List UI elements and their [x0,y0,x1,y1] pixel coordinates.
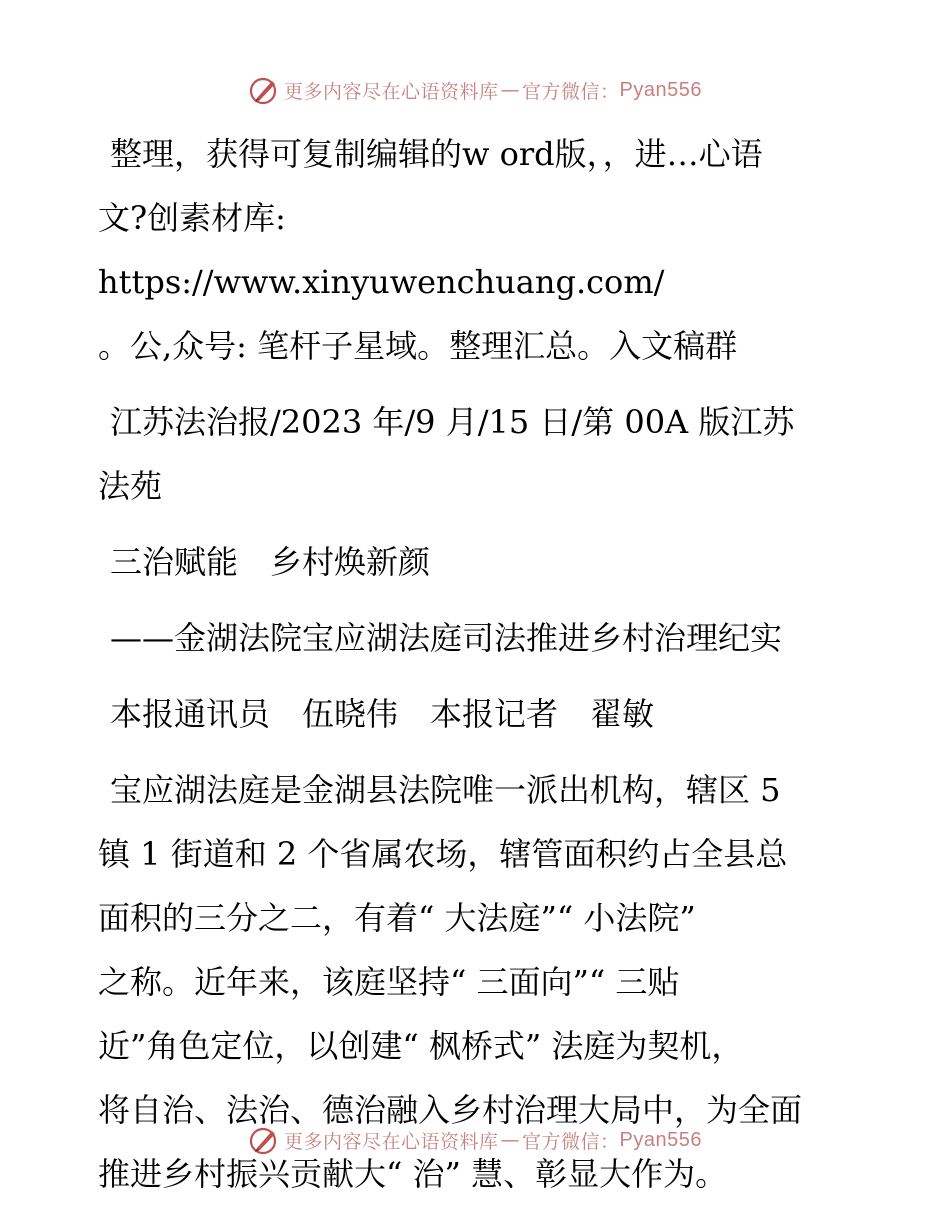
watermark-account: Pyan556 [619,78,702,101]
watermark-header [0,70,950,110]
pen-logo-icon [248,1124,280,1156]
source-line-2: 法苑 [98,467,163,505]
watermark-dash: — [500,79,521,101]
watermark-footer [0,1120,950,1160]
intro-line-1: 整理，获得可复制编辑的w ord版，，进…心语 [110,135,763,173]
watermark-dash: — [500,1129,521,1151]
pen-logo-icon [248,74,280,106]
body-line: 将自治、法治、德治融入乡村治理大局中，为全面 [98,1091,803,1129]
article-subtitle: ——金湖法院宝应湖法庭司法推进乡村治理纪实 [110,619,783,657]
source-line-1: 江苏法治报/2023 年/9 月/15 日/第 00A 版江苏 [110,403,795,441]
document-body [98,122,850,1206]
body-line: 之称。近年来，该庭坚持“ 三面向”“ 三贴 [98,963,680,1001]
body-line: 面积的三分之二，有着“ 大法庭”“ 小法院” [98,899,696,937]
body-line: 近”角色定位，以创建“ 枫桥式” 法庭为契机， [98,1027,744,1065]
body-line: 推进乡村振兴贡献大“ 治” 慧、彰显大作为。 [98,1155,728,1193]
intro-line-3: 。公,众号: 笔杆子星域。整理汇总。入文稿群 [98,327,738,365]
watermark-account: Pyan556 [619,1128,702,1151]
intro-line-2: 文?创素材库: https://www.xinyuwenchuang.com/ [98,199,665,301]
article-title: 三治赋能 乡村焕新颜 [110,543,431,581]
body-line: 镇 1 街道和 2 个省属农场，辖管面积约占全县总 [98,835,788,873]
watermark-text: 更多内容尽在心语资料库 [284,80,499,103]
article-byline: 本报通讯员 伍晓伟 本报记者 翟敏 [110,695,655,733]
watermark-text: 更多内容尽在心语资料库 [284,1130,499,1153]
watermark-suffix: 官方微信： [522,1130,620,1153]
body-line: 宝应湖法庭是金湖县法院唯一派出机构，辖区 5 [110,771,781,809]
watermark-suffix: 官方微信： [522,80,620,103]
